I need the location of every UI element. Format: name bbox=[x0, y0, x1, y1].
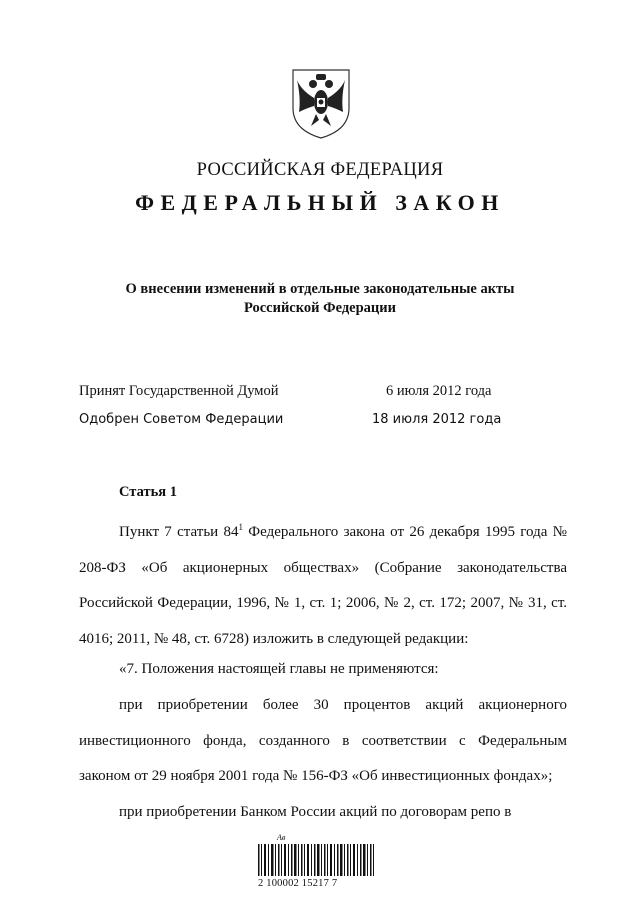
law-title-line-2: Российской Федерации bbox=[243, 300, 396, 316]
duma-label: Принят Государственной Думой bbox=[79, 383, 279, 399]
coat-of-arms-icon bbox=[289, 68, 353, 140]
article-paragraph-3: при приобретении более 30 процентов акций акционерного инвестиционного фонда, созданного в соответствии с Федеральным законом от 29 ноября 2001 года № 156-ФЗ «Об инвестиционных фондах»; bbox=[79, 697, 567, 785]
council-label: Одобрен Советом Федерации bbox=[79, 412, 284, 427]
article-heading: Статья 1 bbox=[119, 484, 177, 500]
country-name: РОССИЙСКАЯ ФЕДЕРАЦИЯ bbox=[196, 160, 444, 180]
paragraph-1-start: Пункт 7 статьи 84 bbox=[119, 524, 239, 540]
superscript: 1 bbox=[238, 522, 243, 532]
law-title bbox=[0, 280, 640, 318]
barcode-number: 2 100002 15217 7 bbox=[258, 878, 338, 889]
document-type: ФЕДЕРАЛЬНЫЙ ЗАКОН bbox=[135, 190, 505, 215]
article-paragraph-2: «7. Положения настоящей главы не применяются: bbox=[119, 661, 439, 677]
paragraph-1-rest: Федерального закона от 26 декабря 1995 года № 208-ФЗ «Об акционерных обществах» (Собрание законодательства Российской Федерации, 1996, № 1, ст. 1; 2006, № 2, ст. 172; 2007, № 31, ст. 4016; 2011, № 48, ст. 6728) изложить в следующей редакции: bbox=[79, 524, 567, 647]
duma-date: 6 июля 2012 года bbox=[386, 383, 492, 399]
council-date: 18 июля 2012 года bbox=[372, 412, 502, 427]
law-title-line-1: О внесении изменений в отдельные законодательные акты bbox=[125, 281, 515, 297]
article-paragraph-4: при приобретении Банком России акций по договорам репо в bbox=[119, 804, 512, 820]
article-paragraph-1 bbox=[79, 510, 567, 657]
handwritten-mark: Ав bbox=[277, 833, 286, 842]
